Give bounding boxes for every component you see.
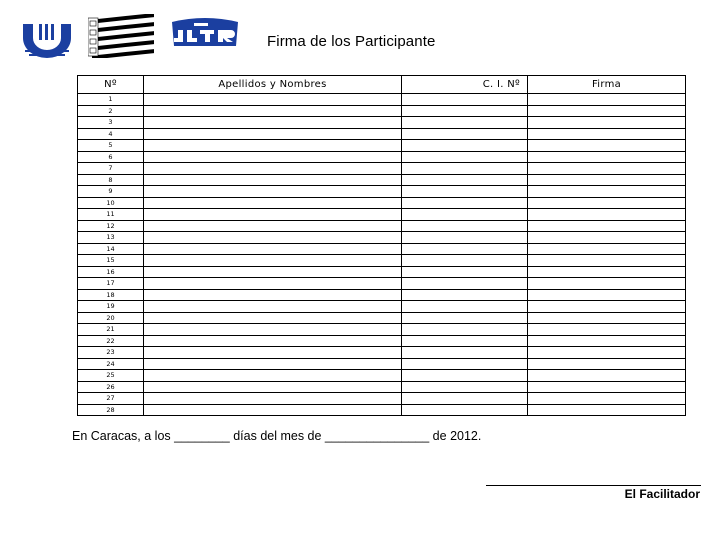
table-row <box>78 347 686 359</box>
id-cell[interactable] <box>402 266 528 278</box>
names-cell[interactable] <box>144 324 402 336</box>
names-cell[interactable] <box>144 128 402 140</box>
id-cell[interactable] <box>402 232 528 244</box>
id-cell[interactable] <box>402 209 528 221</box>
signature-cell[interactable] <box>528 404 686 416</box>
table-row <box>78 128 686 140</box>
row-number: 13 <box>78 232 144 244</box>
id-cell[interactable] <box>402 312 528 324</box>
names-cell[interactable] <box>144 140 402 152</box>
jltr-logo-icon <box>170 18 240 48</box>
names-cell[interactable] <box>144 278 402 290</box>
row-number: 19 <box>78 301 144 313</box>
signature-cell[interactable] <box>528 94 686 106</box>
row-number: 16 <box>78 266 144 278</box>
table-row <box>78 335 686 347</box>
id-cell[interactable] <box>402 347 528 359</box>
row-number: 23 <box>78 347 144 359</box>
table-row <box>78 197 686 209</box>
names-cell[interactable] <box>144 347 402 359</box>
id-cell[interactable] <box>402 94 528 106</box>
row-number: 21 <box>78 324 144 336</box>
signature-cell[interactable] <box>528 312 686 324</box>
table-row <box>78 393 686 405</box>
row-number: 26 <box>78 381 144 393</box>
column-header-number: Nº <box>78 76 144 94</box>
signature-cell[interactable] <box>528 220 686 232</box>
names-cell[interactable] <box>144 358 402 370</box>
row-number: 3 <box>78 117 144 129</box>
id-cell[interactable] <box>402 220 528 232</box>
id-cell[interactable] <box>402 335 528 347</box>
row-number: 2 <box>78 105 144 117</box>
table-row <box>78 209 686 221</box>
table-row <box>78 404 686 416</box>
row-number: 17 <box>78 278 144 290</box>
names-cell[interactable] <box>144 266 402 278</box>
names-cell[interactable] <box>144 220 402 232</box>
table-row <box>78 163 686 175</box>
closing-statement: En Caracas, a los ________ días del mes de _______________ de 2012. <box>72 429 482 443</box>
id-cell[interactable] <box>402 358 528 370</box>
row-number: 12 <box>78 220 144 232</box>
signature-cell[interactable] <box>528 151 686 163</box>
row-number: 10 <box>78 197 144 209</box>
names-cell[interactable] <box>144 209 402 221</box>
table-row <box>78 255 686 267</box>
signature-cell[interactable] <box>528 209 686 221</box>
names-cell[interactable] <box>144 255 402 267</box>
names-cell[interactable] <box>144 232 402 244</box>
names-cell[interactable] <box>144 301 402 313</box>
id-cell[interactable] <box>402 404 528 416</box>
table-row <box>78 117 686 129</box>
id-cell[interactable] <box>402 151 528 163</box>
table-row <box>78 312 686 324</box>
signature-cell[interactable] <box>528 335 686 347</box>
names-cell[interactable] <box>144 105 402 117</box>
table-row <box>78 140 686 152</box>
table-row <box>78 220 686 232</box>
id-cell[interactable] <box>402 128 528 140</box>
signature-cell[interactable] <box>528 278 686 290</box>
table-row <box>78 243 686 255</box>
row-number: 5 <box>78 140 144 152</box>
table-row <box>78 232 686 244</box>
table-header-row <box>78 76 686 94</box>
id-cell[interactable] <box>402 255 528 267</box>
table-row <box>78 266 686 278</box>
row-number: 6 <box>78 151 144 163</box>
signature-cell[interactable] <box>528 289 686 301</box>
row-number: 4 <box>78 128 144 140</box>
names-cell[interactable] <box>144 151 402 163</box>
university-logo-icon <box>19 20 75 58</box>
id-cell[interactable] <box>402 370 528 382</box>
row-number: 7 <box>78 163 144 175</box>
id-cell[interactable] <box>402 243 528 255</box>
id-cell[interactable] <box>402 197 528 209</box>
table-row <box>78 105 686 117</box>
table-row <box>78 289 686 301</box>
table-row <box>78 151 686 163</box>
signature-cell[interactable] <box>528 140 686 152</box>
names-cell[interactable] <box>144 197 402 209</box>
id-cell[interactable] <box>402 140 528 152</box>
signature-cell[interactable] <box>528 163 686 175</box>
participants-table <box>77 75 686 416</box>
id-cell[interactable] <box>402 301 528 313</box>
names-cell[interactable] <box>144 243 402 255</box>
row-number: 28 <box>78 404 144 416</box>
id-cell[interactable] <box>402 324 528 336</box>
names-cell[interactable] <box>144 370 402 382</box>
names-cell[interactable] <box>144 163 402 175</box>
table-row <box>78 324 686 336</box>
names-cell[interactable] <box>144 381 402 393</box>
institute-stripes-logo-icon <box>88 14 156 58</box>
row-number: 11 <box>78 209 144 221</box>
column-header-signature: Firma <box>528 76 686 94</box>
id-cell[interactable] <box>402 289 528 301</box>
row-number: 15 <box>78 255 144 267</box>
table-row <box>78 174 686 186</box>
row-number: 22 <box>78 335 144 347</box>
id-cell[interactable] <box>402 174 528 186</box>
signature-cell[interactable] <box>528 301 686 313</box>
signature-cell[interactable] <box>528 174 686 186</box>
names-cell[interactable] <box>144 174 402 186</box>
names-cell[interactable] <box>144 117 402 129</box>
signature-cell[interactable] <box>528 105 686 117</box>
signature-cell[interactable] <box>528 232 686 244</box>
signature-cell[interactable] <box>528 243 686 255</box>
signature-cell[interactable] <box>528 393 686 405</box>
table-row <box>78 381 686 393</box>
table-row <box>78 186 686 198</box>
signature-cell[interactable] <box>528 358 686 370</box>
names-cell[interactable] <box>144 186 402 198</box>
names-cell[interactable] <box>144 312 402 324</box>
id-cell[interactable] <box>402 186 528 198</box>
row-number: 25 <box>78 370 144 382</box>
row-number: 9 <box>78 186 144 198</box>
table-row <box>78 278 686 290</box>
row-number: 8 <box>78 174 144 186</box>
signature-cell[interactable] <box>528 117 686 129</box>
row-number: 18 <box>78 289 144 301</box>
names-cell[interactable] <box>144 289 402 301</box>
signature-cell[interactable] <box>528 186 686 198</box>
id-cell[interactable] <box>402 381 528 393</box>
names-cell[interactable] <box>144 404 402 416</box>
signature-line <box>486 485 701 486</box>
table-row <box>78 370 686 382</box>
id-cell[interactable] <box>402 105 528 117</box>
names-cell[interactable] <box>144 393 402 405</box>
signature-cell[interactable] <box>528 370 686 382</box>
signature-cell[interactable] <box>528 347 686 359</box>
column-header-names: Apellidos y Nombres <box>144 76 402 94</box>
signature-cell[interactable] <box>528 255 686 267</box>
column-header-id: C. I. Nº <box>402 76 528 94</box>
id-cell[interactable] <box>402 163 528 175</box>
table-row <box>78 358 686 370</box>
table-row <box>78 301 686 313</box>
facilitator-label: El Facilitador <box>624 487 700 501</box>
row-number: 1 <box>78 94 144 106</box>
signature-cell[interactable] <box>528 197 686 209</box>
row-number: 24 <box>78 358 144 370</box>
page-title: Firma de los Participante <box>267 33 436 50</box>
signature-cell[interactable] <box>528 128 686 140</box>
signature-cell[interactable] <box>528 266 686 278</box>
id-cell[interactable] <box>402 393 528 405</box>
signature-cell[interactable] <box>528 324 686 336</box>
row-number: 20 <box>78 312 144 324</box>
id-cell[interactable] <box>402 278 528 290</box>
row-number: 27 <box>78 393 144 405</box>
table-row <box>78 94 686 106</box>
signature-cell[interactable] <box>528 381 686 393</box>
names-cell[interactable] <box>144 335 402 347</box>
row-number: 14 <box>78 243 144 255</box>
names-cell[interactable] <box>144 94 402 106</box>
id-cell[interactable] <box>402 117 528 129</box>
